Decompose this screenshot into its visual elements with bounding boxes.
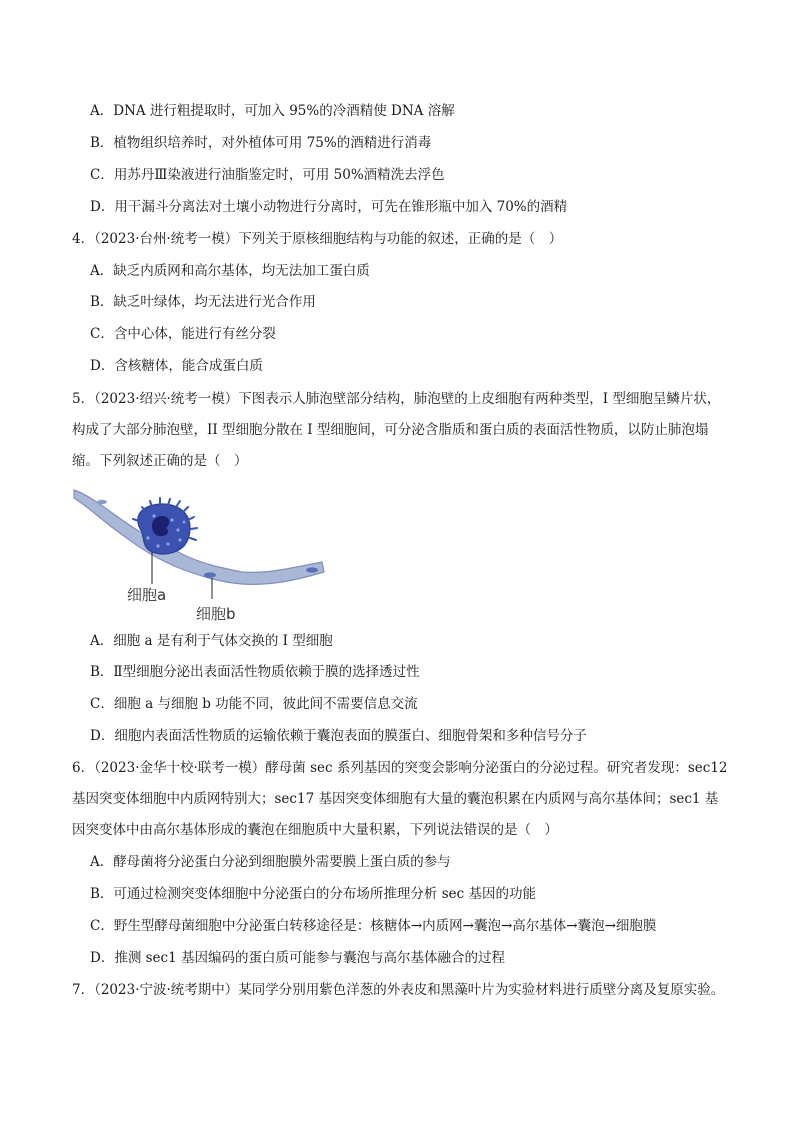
type-i-nucleus-2 (306, 567, 318, 572)
type-i-cell-membrane (74, 490, 324, 584)
q5-stem-line-3: 缩。下列叙述正确的是（ ） (72, 453, 248, 469)
cell-b-label: 细胞b (196, 605, 236, 623)
q6-option-a: A．酵母菌将分泌蛋白分泌到细胞膜外需要膜上蛋白质的参与 (90, 854, 451, 870)
q3-option-d: D．用干漏斗分离法对土壤小动物进行分离时，可先在锥形瓶中加入 70%的酒精 (90, 199, 568, 215)
q6-option-d: D．推测 sec1 基因编码的蛋白质可能参与囊泡与高尔基体融合的过程 (90, 950, 505, 966)
q3-option-a: A．DNA 进行粗提取时，可加入 95%的冷酒精使 DNA 溶解 (90, 103, 455, 119)
q7-stem: 7．（2023·宁波·统考期中）某同学分别用紫色洋葱的外表皮和黑藻叶片为实验材料进行质壁分离及复原实验。 (72, 982, 725, 998)
q5-stem-line-1: 5．（2023·绍兴·统考一模）下图表示人肺泡壁部分结构，肺泡壁的上皮细胞有两种类型，I 型细胞呈鳞片状， (72, 391, 721, 407)
q6-option-b: B．可通过检测突变体细胞中分泌蛋白的分布场所推理分析 sec 基因的功能 (90, 886, 536, 902)
q6-option-c: C．野生型酵母菌细胞中分泌蛋白转移途径是：核糖体→内质网→囊泡→高尔基体→囊泡→细胞膜 (90, 918, 657, 934)
type-i-nucleus-3 (97, 500, 107, 504)
q4-option-b: B．缺乏叶绿体，均无法进行光合作用 (90, 294, 316, 310)
q4-option-d: D．含核糖体，能合成蛋白质 (90, 358, 263, 374)
q4-stem: 4．（2023·台州·统考一模）下列关于原核细胞结构与功能的叙述，正确的是（ ） (72, 231, 563, 247)
q5-option-b: B．Ⅱ型细胞分泌出表面活性物质依赖于膜的选择透过性 (90, 664, 420, 680)
cell-a-label: 细胞a (127, 586, 167, 604)
q4-option-c: C．含中心体，能进行有丝分裂 (90, 326, 276, 342)
q6-stem-line-3: 因突变体中由高尔基体形成的囊泡在细胞质中大量积累，下列说法错误的是（ ） (72, 822, 558, 838)
q5-option-d: D．细胞内表面活性物质的运输依赖于囊泡表面的膜蛋白、细胞骨架和多种信号分子 (90, 728, 587, 744)
q6-stem-line-2: 基因突变体细胞中内质网特别大；sec17 基因突变体细胞有大量的囊泡积累在内质网与高尔基体间；sec1 基 (72, 791, 719, 807)
q5-stem-line-2: 构成了大部分肺泡壁，II 型细胞分散在 I 型细胞间，可分泌含脂质和蛋白质的表面活性物质，以防止肺泡塌 (72, 422, 709, 438)
type-i-nucleus-1 (204, 572, 216, 577)
q6-stem-line-1: 6．（2023·金华十校·联考一模）酵母菌 sec 系列基因的突变会影响分泌蛋白的分泌过程。研究者发现：sec12 (72, 760, 728, 776)
q3-option-c: C．用苏丹Ⅲ染液进行油脂鉴定时，可用 50%酒精洗去浮色 (90, 167, 445, 183)
q4-option-a: A．缺乏内质网和高尔基体，均无法加工蛋白质 (90, 263, 370, 279)
q5-option-c: C．细胞 a 与细胞 b 功能不同，彼此间不需要信息交流 (90, 696, 418, 712)
q3-option-b: B．植物组织培养时，对外植体可用 75%的酒精进行消毒 (90, 135, 432, 151)
q5-option-a: A．细胞 a 是有利于气体交换的 I 型细胞 (90, 633, 333, 649)
